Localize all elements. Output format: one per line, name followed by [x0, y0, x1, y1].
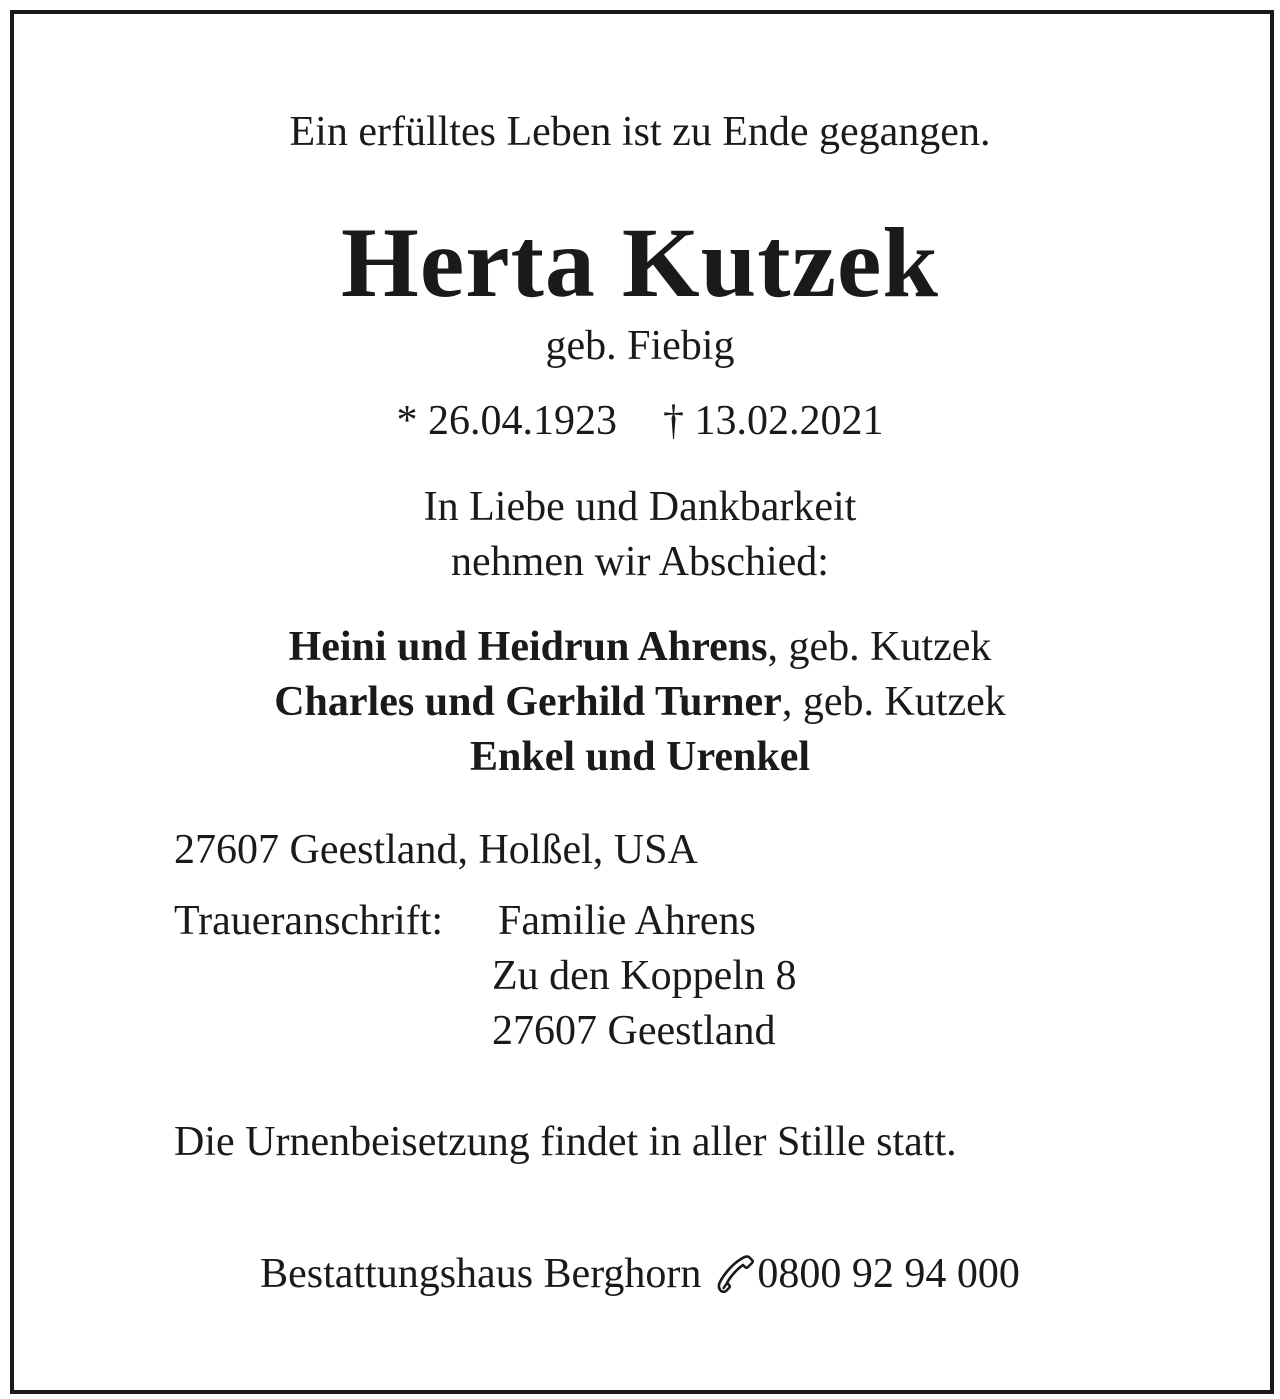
locations-line: 27607 Geestland, Holßel, USA	[174, 827, 698, 873]
life-dates	[0, 397, 1280, 445]
phone-icon	[711, 1253, 755, 1293]
phone-number: 0800 92 94 000	[757, 1251, 1020, 1297]
deceased-name: Herta Kutzek	[341, 207, 939, 318]
mourner-line	[0, 623, 1280, 671]
mourner-line	[0, 733, 1280, 781]
birth-date: * 26.04.1923	[396, 398, 617, 444]
mourner-suffix: , geb. Kutzek	[781, 679, 1006, 725]
funeral-home-name: Bestattungshaus Berghorn	[260, 1251, 702, 1297]
address-line-3: 27607 Geestland	[492, 1008, 776, 1054]
address-line-1: Familie Ahrens	[498, 898, 756, 944]
mourner-names: Charles und Gerhild Turner	[274, 679, 782, 725]
funeral-home-line	[0, 1250, 1280, 1298]
mourner-names: Enkel und Urenkel	[470, 734, 810, 780]
mourner-names: Heini und Heidrun Ahrens	[288, 624, 768, 670]
burial-note: Die Urnenbeisetzung findet in aller Stille statt.	[174, 1119, 957, 1165]
maiden-name: geb. Fiebig	[545, 323, 735, 369]
mourner-line	[0, 678, 1280, 726]
mourner-suffix: , geb. Kutzek	[767, 624, 992, 670]
address-line-2: Zu den Koppeln 8	[492, 953, 797, 999]
farewell-line-1: In Liebe und Dankbarkeit	[423, 484, 857, 530]
farewell-line-2: nehmen wir Abschied:	[451, 539, 829, 585]
address-label: Traueranschrift:	[174, 898, 444, 944]
intro-text: Ein erfülltes Leben ist zu Ende gegangen.	[289, 109, 991, 155]
death-date: † 13.02.2021	[663, 398, 884, 444]
